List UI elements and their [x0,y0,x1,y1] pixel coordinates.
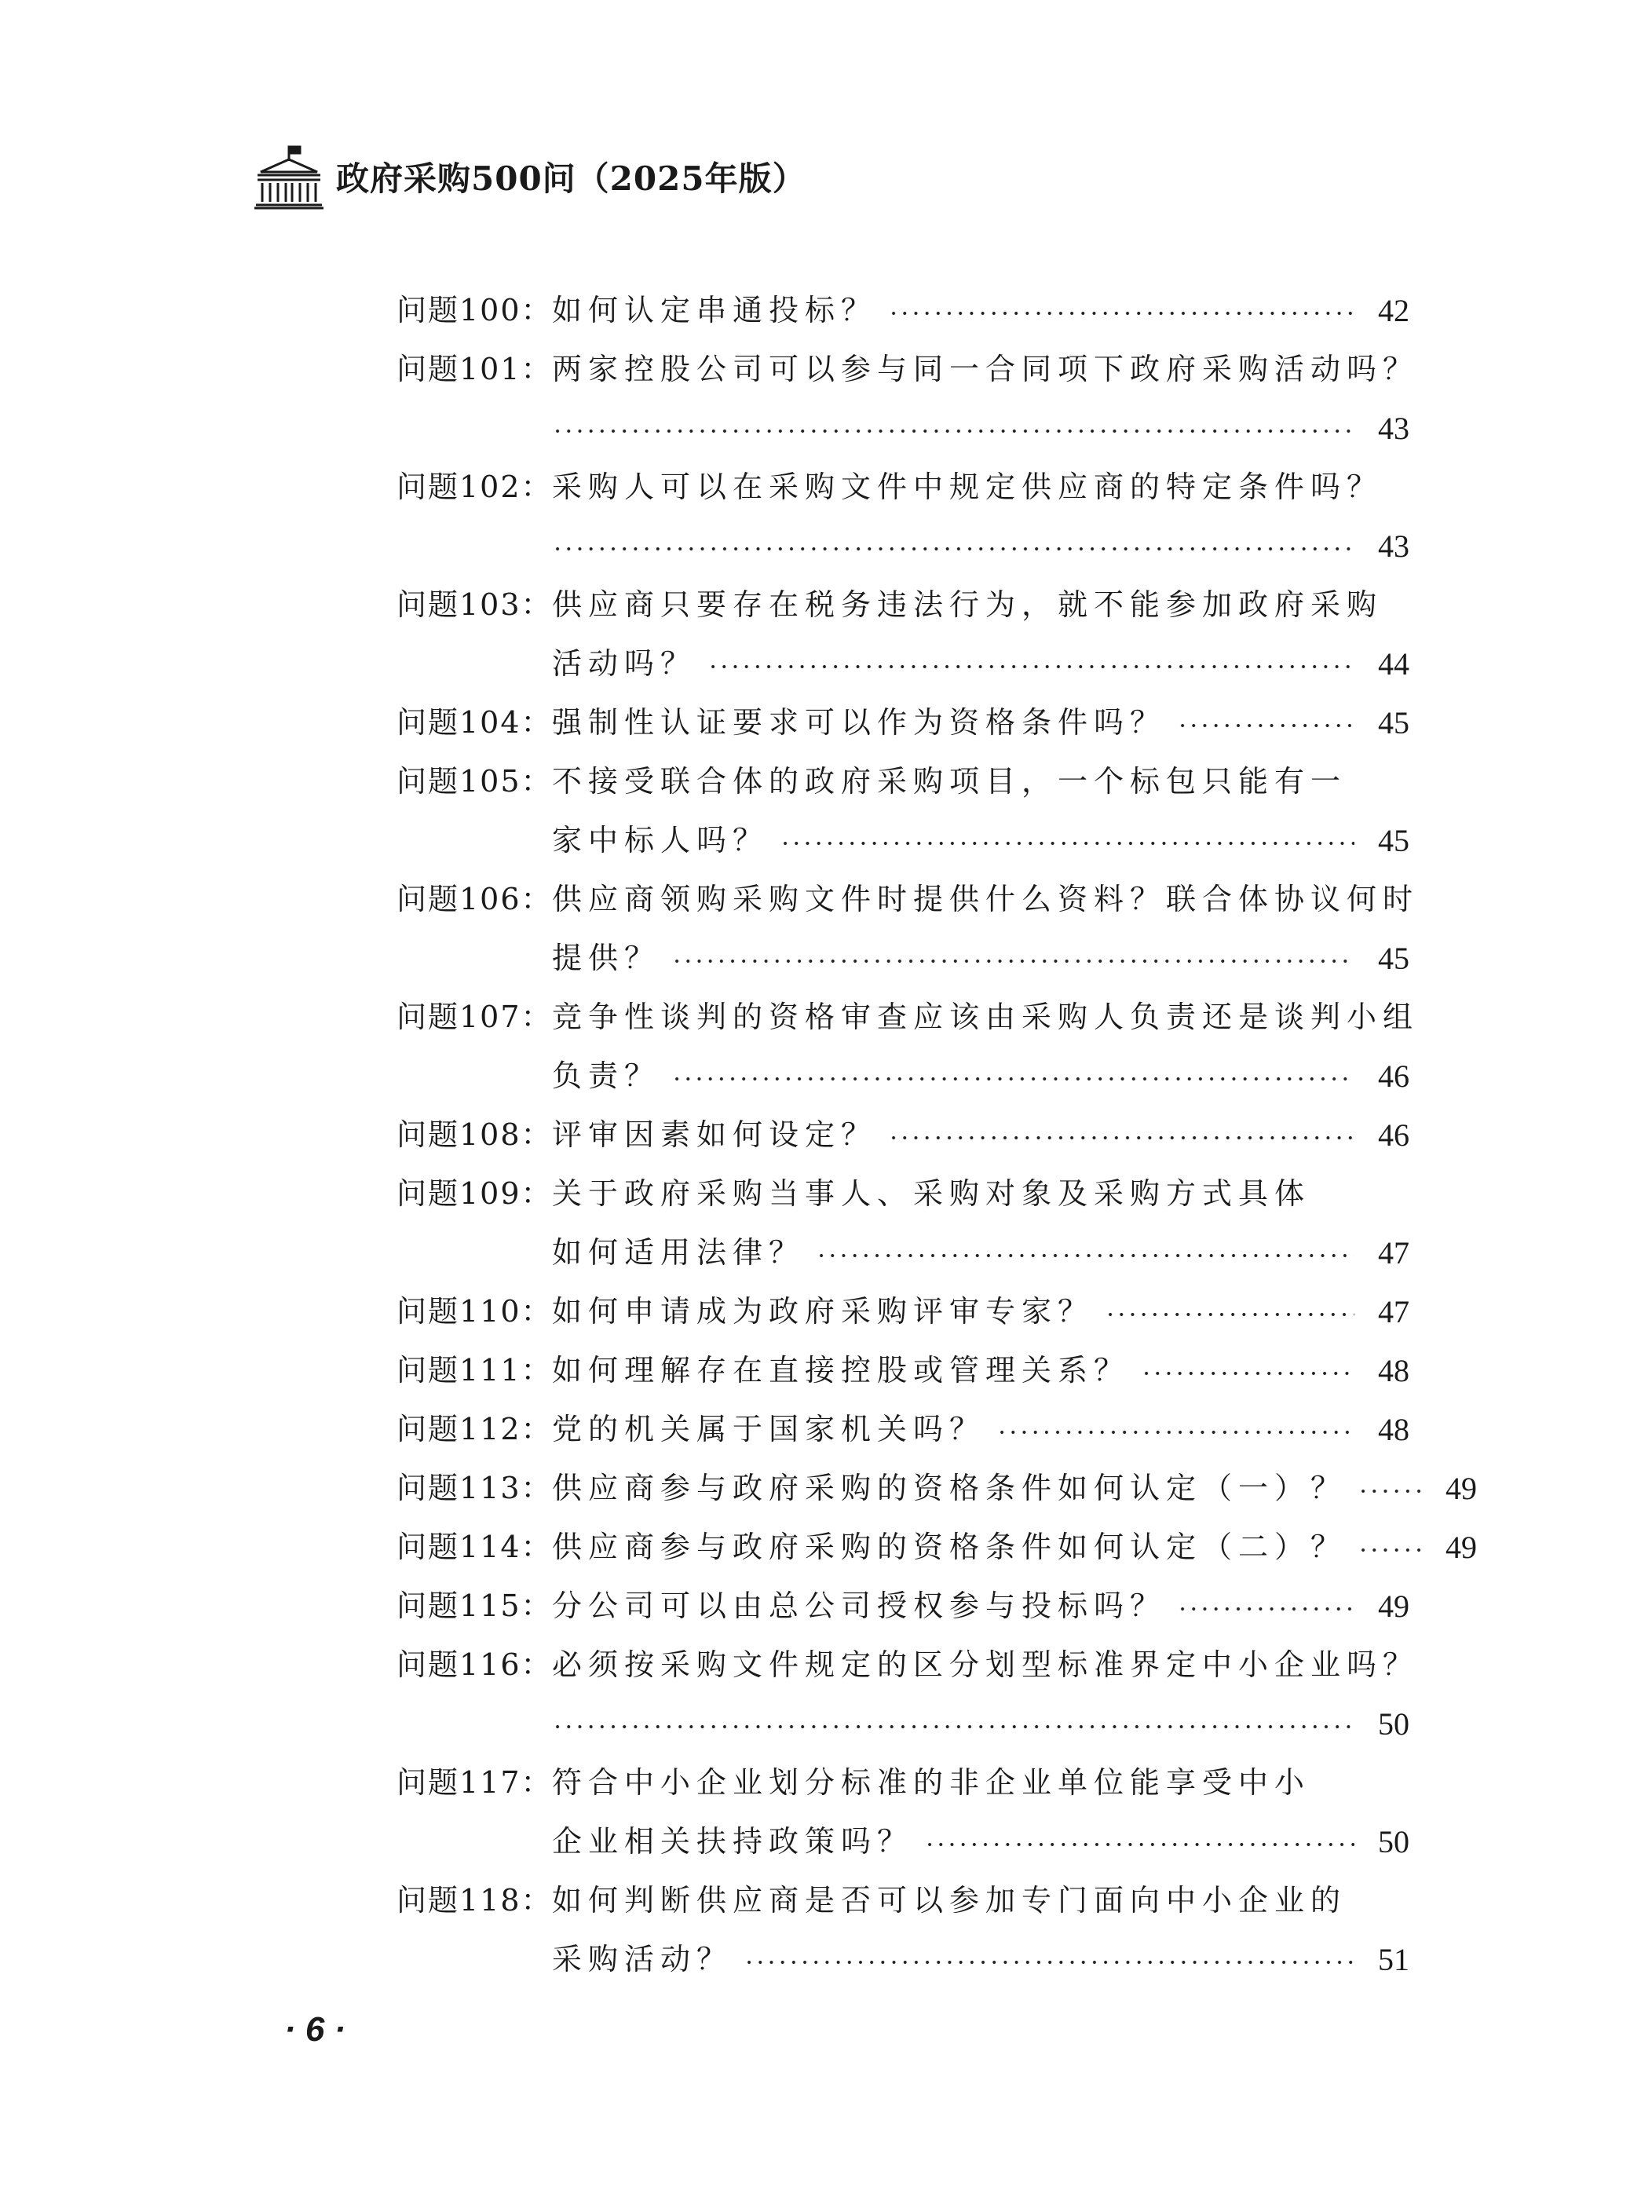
dot-leader [996,1431,1354,1434]
question-text: 家中标人吗？ [552,823,769,857]
question-number: 问题106： [397,882,553,916]
page-number-ref: 49 [1446,1471,1478,1506]
toc-entry[interactable] [397,752,1409,870]
toc-entry[interactable] [397,1518,1478,1577]
toc-line [397,693,1409,752]
question-text: 企业相关扶持政策吗？ [552,1824,914,1859]
toc-entry[interactable] [397,1753,1409,1871]
page-number-ref: 47 [1378,1294,1409,1329]
page-number-ref: 45 [1378,941,1409,976]
toc-line [397,1164,1409,1223]
toc-line [397,1047,1409,1106]
dot-leader [552,547,1354,550]
toc-entry[interactable] [397,1282,1409,1341]
question-text: 供应商参与政府采购的资格条件如何认定（二）？ [552,1530,1347,1564]
toc-line [397,1753,1409,1812]
table-of-contents [397,281,1478,1989]
running-header [253,141,806,212]
dot-leader [888,312,1354,315]
toc-line [397,1341,1409,1400]
dot-leader [552,430,1354,433]
question-text: 竞争性谈判的资格审查应该由采购人负责还是谈判小组 [552,1000,1420,1034]
toc-line [397,988,1420,1047]
question-number: 问题102： [397,470,553,504]
toc-line [397,870,1420,929]
toc-entry[interactable] [397,576,1409,693]
toc-line [397,1930,1409,1989]
question-text: 必须按采购文件规定的区分划型标准界定中小企业吗？ [552,1647,1420,1682]
page-number-ref: 46 [1378,1058,1409,1094]
toc-line [397,1518,1478,1577]
page-number-ref: 51 [1378,1942,1409,1977]
toc-line [397,1871,1409,1930]
page-number-ref: 49 [1378,1589,1409,1624]
dot-leader [1177,724,1354,727]
question-text: 供应商领购采购文件时提供什么资料？联合体协议何时 [552,882,1420,916]
book-title: 政府采购500问（2025年版） [336,159,806,198]
toc-line [397,1106,1409,1164]
question-text: 如何申请成为政府采购评审专家？ [552,1294,1095,1329]
question-number: 问题108： [397,1117,553,1152]
question-text: 分公司可以由总公司授权参与投标吗？ [552,1589,1167,1623]
question-text: 供应商只要存在税务违法行为，就不能参加政府采购 [552,587,1383,622]
question-text: 如何理解存在直接控股或管理关系？ [552,1353,1131,1388]
toc-entry[interactable] [397,1400,1409,1459]
question-number: 问题100： [397,293,553,327]
dot-leader [816,1254,1354,1257]
question-text: 如何适用法律？ [552,1235,806,1270]
toc-line [397,1223,1409,1282]
dot-leader [1141,1372,1354,1375]
toc-line [397,458,1409,517]
toc-entry[interactable] [397,693,1409,752]
question-text: 如何认定串通投标？ [552,293,878,327]
toc-line [397,281,1409,340]
toc-entry[interactable] [397,340,1420,458]
dot-leader [552,1725,1354,1728]
government-building-icon [253,144,325,210]
question-number: 问题115： [397,1589,553,1623]
dot-leader [671,960,1354,963]
toc-line [397,752,1409,811]
toc-line [397,1282,1409,1341]
page-number-ref: 49 [1446,1530,1478,1565]
toc-line [397,1577,1409,1636]
toc-line [397,340,1420,399]
toc-line [397,576,1409,634]
question-number: 问题112： [397,1412,553,1446]
page-number-ref: 48 [1378,1353,1409,1388]
page-number-ref: 50 [1378,1824,1409,1859]
question-text: 负责？ [552,1058,661,1093]
toc-line [397,1636,1420,1695]
toc-entry[interactable] [397,1459,1478,1518]
question-text: 强制性认证要求可以作为资格条件吗？ [552,705,1167,740]
page-number-ref: 45 [1378,705,1409,740]
toc-entry[interactable] [397,458,1409,576]
question-number: 问题101： [397,352,553,386]
toc-entry[interactable] [397,870,1420,988]
toc-line [397,1459,1478,1518]
question-text: 供应商参与政府采购的资格条件如何认定（一）？ [552,1471,1347,1505]
question-number: 问题116： [397,1647,553,1682]
toc-entry[interactable] [397,1164,1409,1282]
page-number-ref: 46 [1378,1117,1409,1153]
toc-line [397,399,1409,458]
page-number-ref: 42 [1378,293,1409,328]
toc-entry[interactable] [397,988,1420,1106]
dot-leader [707,665,1354,668]
question-text: 评审因素如何设定？ [552,1117,878,1152]
question-number: 问题110： [397,1294,553,1329]
toc-entry[interactable] [397,1871,1409,1989]
page-number-ref: 50 [1378,1706,1409,1742]
page-number-ref: 45 [1378,823,1409,858]
question-text: 如何判断供应商是否可以参加专门面向中小企业的 [552,1883,1347,1918]
page-number-ref: 48 [1378,1412,1409,1447]
question-text: 关于政府采购当事人、采购对象及采购方式具体 [552,1176,1311,1211]
page-number-ref: 43 [1378,411,1409,446]
toc-line [397,1400,1409,1459]
question-number: 问题104： [397,705,553,740]
question-text: 两家控股公司可以参与同一合同项下政府采购活动吗？ [552,352,1420,386]
question-number: 问题109： [397,1176,553,1211]
page-number-ref: 43 [1378,528,1409,564]
dot-leader [1105,1313,1354,1316]
dot-leader [1358,1490,1422,1493]
question-text: 活动吗？ [552,646,697,681]
question-text: 提供？ [552,941,661,975]
question-text: 采购活动？ [552,1942,733,1976]
question-number: 问题107： [397,1000,553,1034]
dot-leader [1358,1548,1422,1552]
dot-leader [744,1961,1354,1964]
toc-line [397,517,1409,576]
dot-leader [780,842,1354,845]
toc-line [397,634,1409,693]
toc-entry[interactable] [397,1577,1409,1636]
question-number: 问题118： [397,1883,553,1918]
dot-leader [671,1077,1354,1080]
question-text: 不接受联合体的政府采购项目，一个标包只能有一 [552,764,1347,799]
question-number: 问题111： [397,1353,553,1388]
dot-leader [924,1843,1354,1846]
question-number: 问题113： [397,1471,553,1505]
toc-entry[interactable] [397,1341,1409,1400]
question-text: 采购人可以在采购文件中规定供应商的特定条件吗？ [552,470,1383,504]
question-text: 党的机关属于国家机关吗？ [552,1412,986,1446]
question-number: 问题105： [397,764,553,799]
toc-entry[interactable] [397,1106,1409,1164]
toc-entry[interactable] [397,1636,1420,1753]
question-text: 符合中小企业划分标准的非企业单位能享受中小 [552,1765,1311,1800]
toc-line [397,1812,1409,1871]
toc-line [397,1695,1409,1753]
dot-leader [888,1136,1354,1139]
dot-leader [1177,1607,1354,1611]
question-number: 问题103： [397,587,553,622]
question-number: 问题114： [397,1530,553,1564]
toc-line [397,811,1409,870]
page-number: · 6 · [284,2010,346,2049]
page-number-ref: 44 [1378,646,1409,682]
toc-entry[interactable] [397,281,1409,340]
page-number-ref: 47 [1378,1235,1409,1271]
question-number: 问题117： [397,1765,553,1800]
toc-line [397,929,1409,988]
